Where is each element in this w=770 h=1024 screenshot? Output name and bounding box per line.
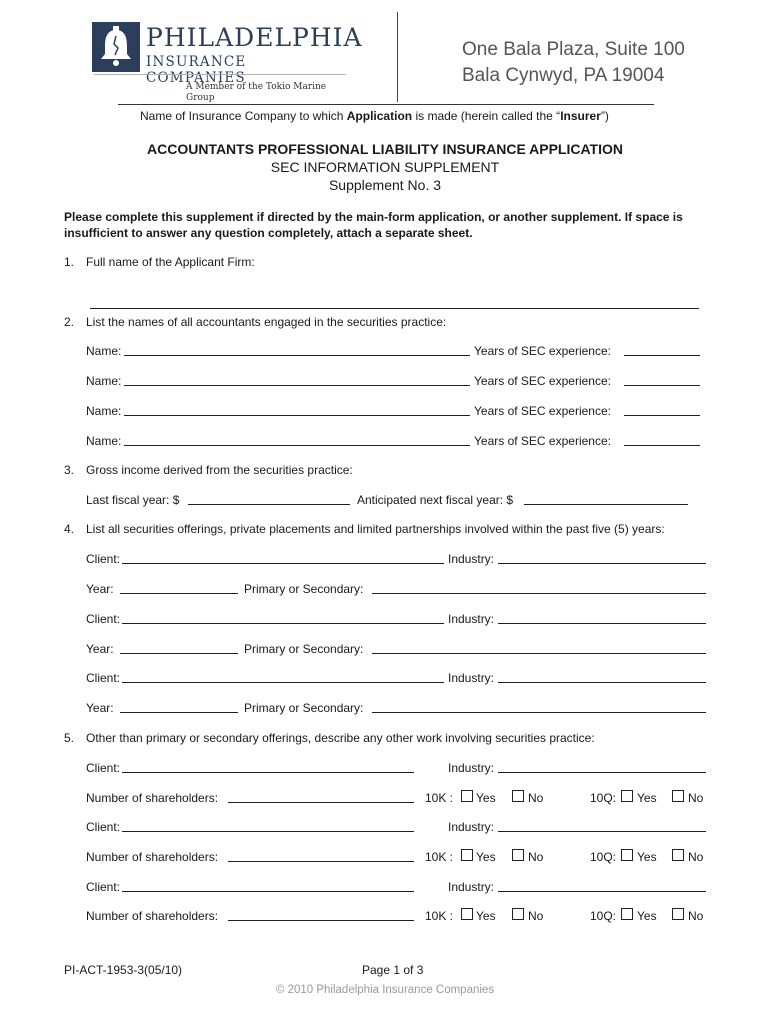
form-code: PI-ACT-1953-3(05/10) [64, 963, 183, 977]
years-experience-field[interactable] [624, 415, 700, 416]
member-line: A Member of the Tokio Marine Group [186, 82, 327, 103]
last-fiscal-year-field[interactable] [188, 504, 350, 505]
shareholders-label: Number of shareholders: [86, 909, 219, 923]
client-field[interactable] [122, 623, 444, 624]
applicant-firm-field[interactable] [90, 308, 699, 309]
no-label: No [528, 850, 544, 864]
year-label: Year: [86, 701, 114, 715]
yes-label: Yes [476, 850, 496, 864]
tenk-label: 10K : [425, 909, 454, 923]
q4-text: List all securities offerings, private placements and limited partnerships involved within the past five (5) years: [86, 522, 665, 536]
shareholders-field[interactable] [228, 861, 414, 862]
supplement-number: Supplement No. 3 [328, 177, 442, 193]
q2-number: 2. [64, 315, 75, 329]
primary-secondary-label: Primary or Secondary: [244, 582, 364, 596]
client-label: Client: [86, 761, 121, 775]
shareholders-label: Number of shareholders: [86, 850, 219, 864]
industry-field[interactable] [498, 831, 706, 832]
tenq-label: 10Q: [590, 850, 617, 864]
tenk-label: 10K : [425, 850, 454, 864]
client-field[interactable] [122, 682, 444, 683]
instructions: Please complete this supplement if directed by the main-form application, or another supplement. If space is insufficient to answer any question completely, attach a separate sheet. [64, 210, 683, 240]
q3-number: 3. [64, 463, 75, 477]
q1-text: Full name of the Applicant Firm: [86, 255, 255, 269]
company-subname: INSURANCE COMPANIES [146, 54, 247, 86]
insurer-note: Name of Insurance Company to which Application is made (herein called the “Insurer”) [140, 109, 609, 123]
industry-field[interactable] [498, 682, 706, 683]
logo-divider [94, 74, 346, 75]
address-line-2: Bala Cynwyd, PA 19004 [462, 65, 665, 86]
last-fiscal-year-label: Last fiscal year: $ [86, 493, 180, 507]
industry-label: Industry: [448, 671, 495, 685]
primary-secondary-label: Primary or Secondary: [244, 642, 364, 656]
copyright: © 2010 Philadelphia Insurance Companies [275, 984, 495, 996]
tenq-no-checkbox[interactable] [672, 908, 684, 920]
industry-field[interactable] [498, 563, 706, 564]
tenq-label: 10Q: [590, 909, 617, 923]
client-label: Client: [86, 612, 121, 626]
tenq-yes-checkbox[interactable] [621, 849, 633, 861]
industry-field[interactable] [498, 623, 706, 624]
shareholders-field[interactable] [228, 920, 414, 921]
client-field[interactable] [122, 891, 414, 892]
yes-label: Yes [476, 909, 496, 923]
years-experience-field[interactable] [624, 445, 700, 446]
q3-text: Gross income derived from the securities practice: [86, 463, 353, 477]
client-label: Client: [86, 552, 121, 566]
yes-label: Yes [637, 909, 657, 923]
year-field[interactable] [120, 593, 238, 594]
industry-label: Industry: [448, 612, 495, 626]
client-label: Client: [86, 880, 121, 894]
industry-field[interactable] [498, 891, 706, 892]
name-label: Name: [86, 344, 122, 358]
address-block [462, 37, 685, 89]
industry-label: Industry: [448, 820, 495, 834]
tenq-no-checkbox[interactable] [672, 790, 684, 802]
yes-label: Yes [637, 791, 657, 805]
primary-secondary-label: Primary or Secondary: [244, 701, 364, 715]
year-field[interactable] [120, 712, 238, 713]
primary-secondary-field[interactable] [372, 712, 706, 713]
year-field[interactable] [120, 653, 238, 654]
year-label: Year: [86, 582, 114, 596]
years-experience-field[interactable] [624, 355, 700, 356]
year-label: Year: [86, 642, 114, 656]
tenk-no-checkbox[interactable] [512, 849, 524, 861]
accountant-name-field[interactable] [124, 415, 470, 416]
form-subtitle: SEC INFORMATION SUPPLEMENT [270, 159, 500, 175]
name-label: Name: [86, 374, 122, 388]
tenk-yes-checkbox[interactable] [461, 790, 473, 802]
industry-label: Industry: [448, 761, 495, 775]
tenq-yes-checkbox[interactable] [621, 790, 633, 802]
company-name: PHILADELPHIA [146, 23, 363, 52]
tenk-yes-checkbox[interactable] [461, 908, 473, 920]
q4-number: 4. [64, 522, 75, 536]
accountant-name-field[interactable] [124, 445, 470, 446]
next-fiscal-year-label: Anticipated next fiscal year: $ [357, 493, 514, 507]
industry-label: Industry: [448, 880, 495, 894]
name-label: Name: [86, 404, 122, 418]
primary-secondary-field[interactable] [372, 593, 706, 594]
q1-number: 1. [64, 255, 75, 269]
no-label: No [528, 909, 544, 923]
tenq-yes-checkbox[interactable] [621, 908, 633, 920]
no-label: No [528, 791, 544, 805]
q5-text: Other than primary or secondary offerings, describe any other work involving securities practice: [86, 731, 595, 745]
address-line-1: One Bala Plaza, Suite 100 [462, 39, 685, 60]
yes-label: Yes [476, 791, 496, 805]
header-vertical-divider [397, 12, 398, 102]
tenk-label: 10K : [425, 791, 454, 805]
tenq-label: 10Q: [590, 791, 617, 805]
yes-label: Yes [637, 850, 657, 864]
q2-text: List the names of all accountants engaged in the securities practice: [86, 315, 447, 329]
years-experience-field[interactable] [624, 385, 700, 386]
tenq-no-checkbox[interactable] [672, 849, 684, 861]
insurer-name-field[interactable] [118, 104, 654, 105]
years-label: Years of SEC experience: [474, 344, 611, 358]
accountant-name-field[interactable] [124, 385, 470, 386]
shareholders-field[interactable] [228, 802, 414, 803]
name-label: Name: [86, 434, 122, 448]
tenk-no-checkbox[interactable] [512, 908, 524, 920]
client-field[interactable] [122, 772, 414, 773]
next-fiscal-year-field[interactable] [524, 504, 688, 505]
q5-number: 5. [64, 731, 75, 745]
shareholders-label: Number of shareholders: [86, 791, 219, 805]
primary-secondary-field[interactable] [372, 653, 706, 654]
liberty-bell-icon [92, 22, 140, 72]
years-label: Years of SEC experience: [474, 404, 611, 418]
industry-label: Industry: [448, 552, 495, 566]
page-number: Page 1 of 3 [362, 963, 424, 977]
client-field[interactable] [122, 563, 444, 564]
client-label: Client: [86, 820, 121, 834]
years-label: Years of SEC experience: [474, 434, 611, 448]
client-field[interactable] [122, 831, 414, 832]
form-title: ACCOUNTANTS PROFESSIONAL LIABILITY INSURANCE APPLICATION [146, 141, 623, 157]
industry-field[interactable] [498, 772, 706, 773]
accountant-name-field[interactable] [124, 355, 470, 356]
no-label: No [688, 850, 704, 864]
no-label: No [688, 791, 704, 805]
no-label: No [688, 909, 704, 923]
tenk-yes-checkbox[interactable] [461, 849, 473, 861]
tenk-no-checkbox[interactable] [512, 790, 524, 802]
client-label: Client: [86, 671, 121, 685]
logo [88, 18, 363, 103]
years-label: Years of SEC experience: [474, 374, 611, 388]
